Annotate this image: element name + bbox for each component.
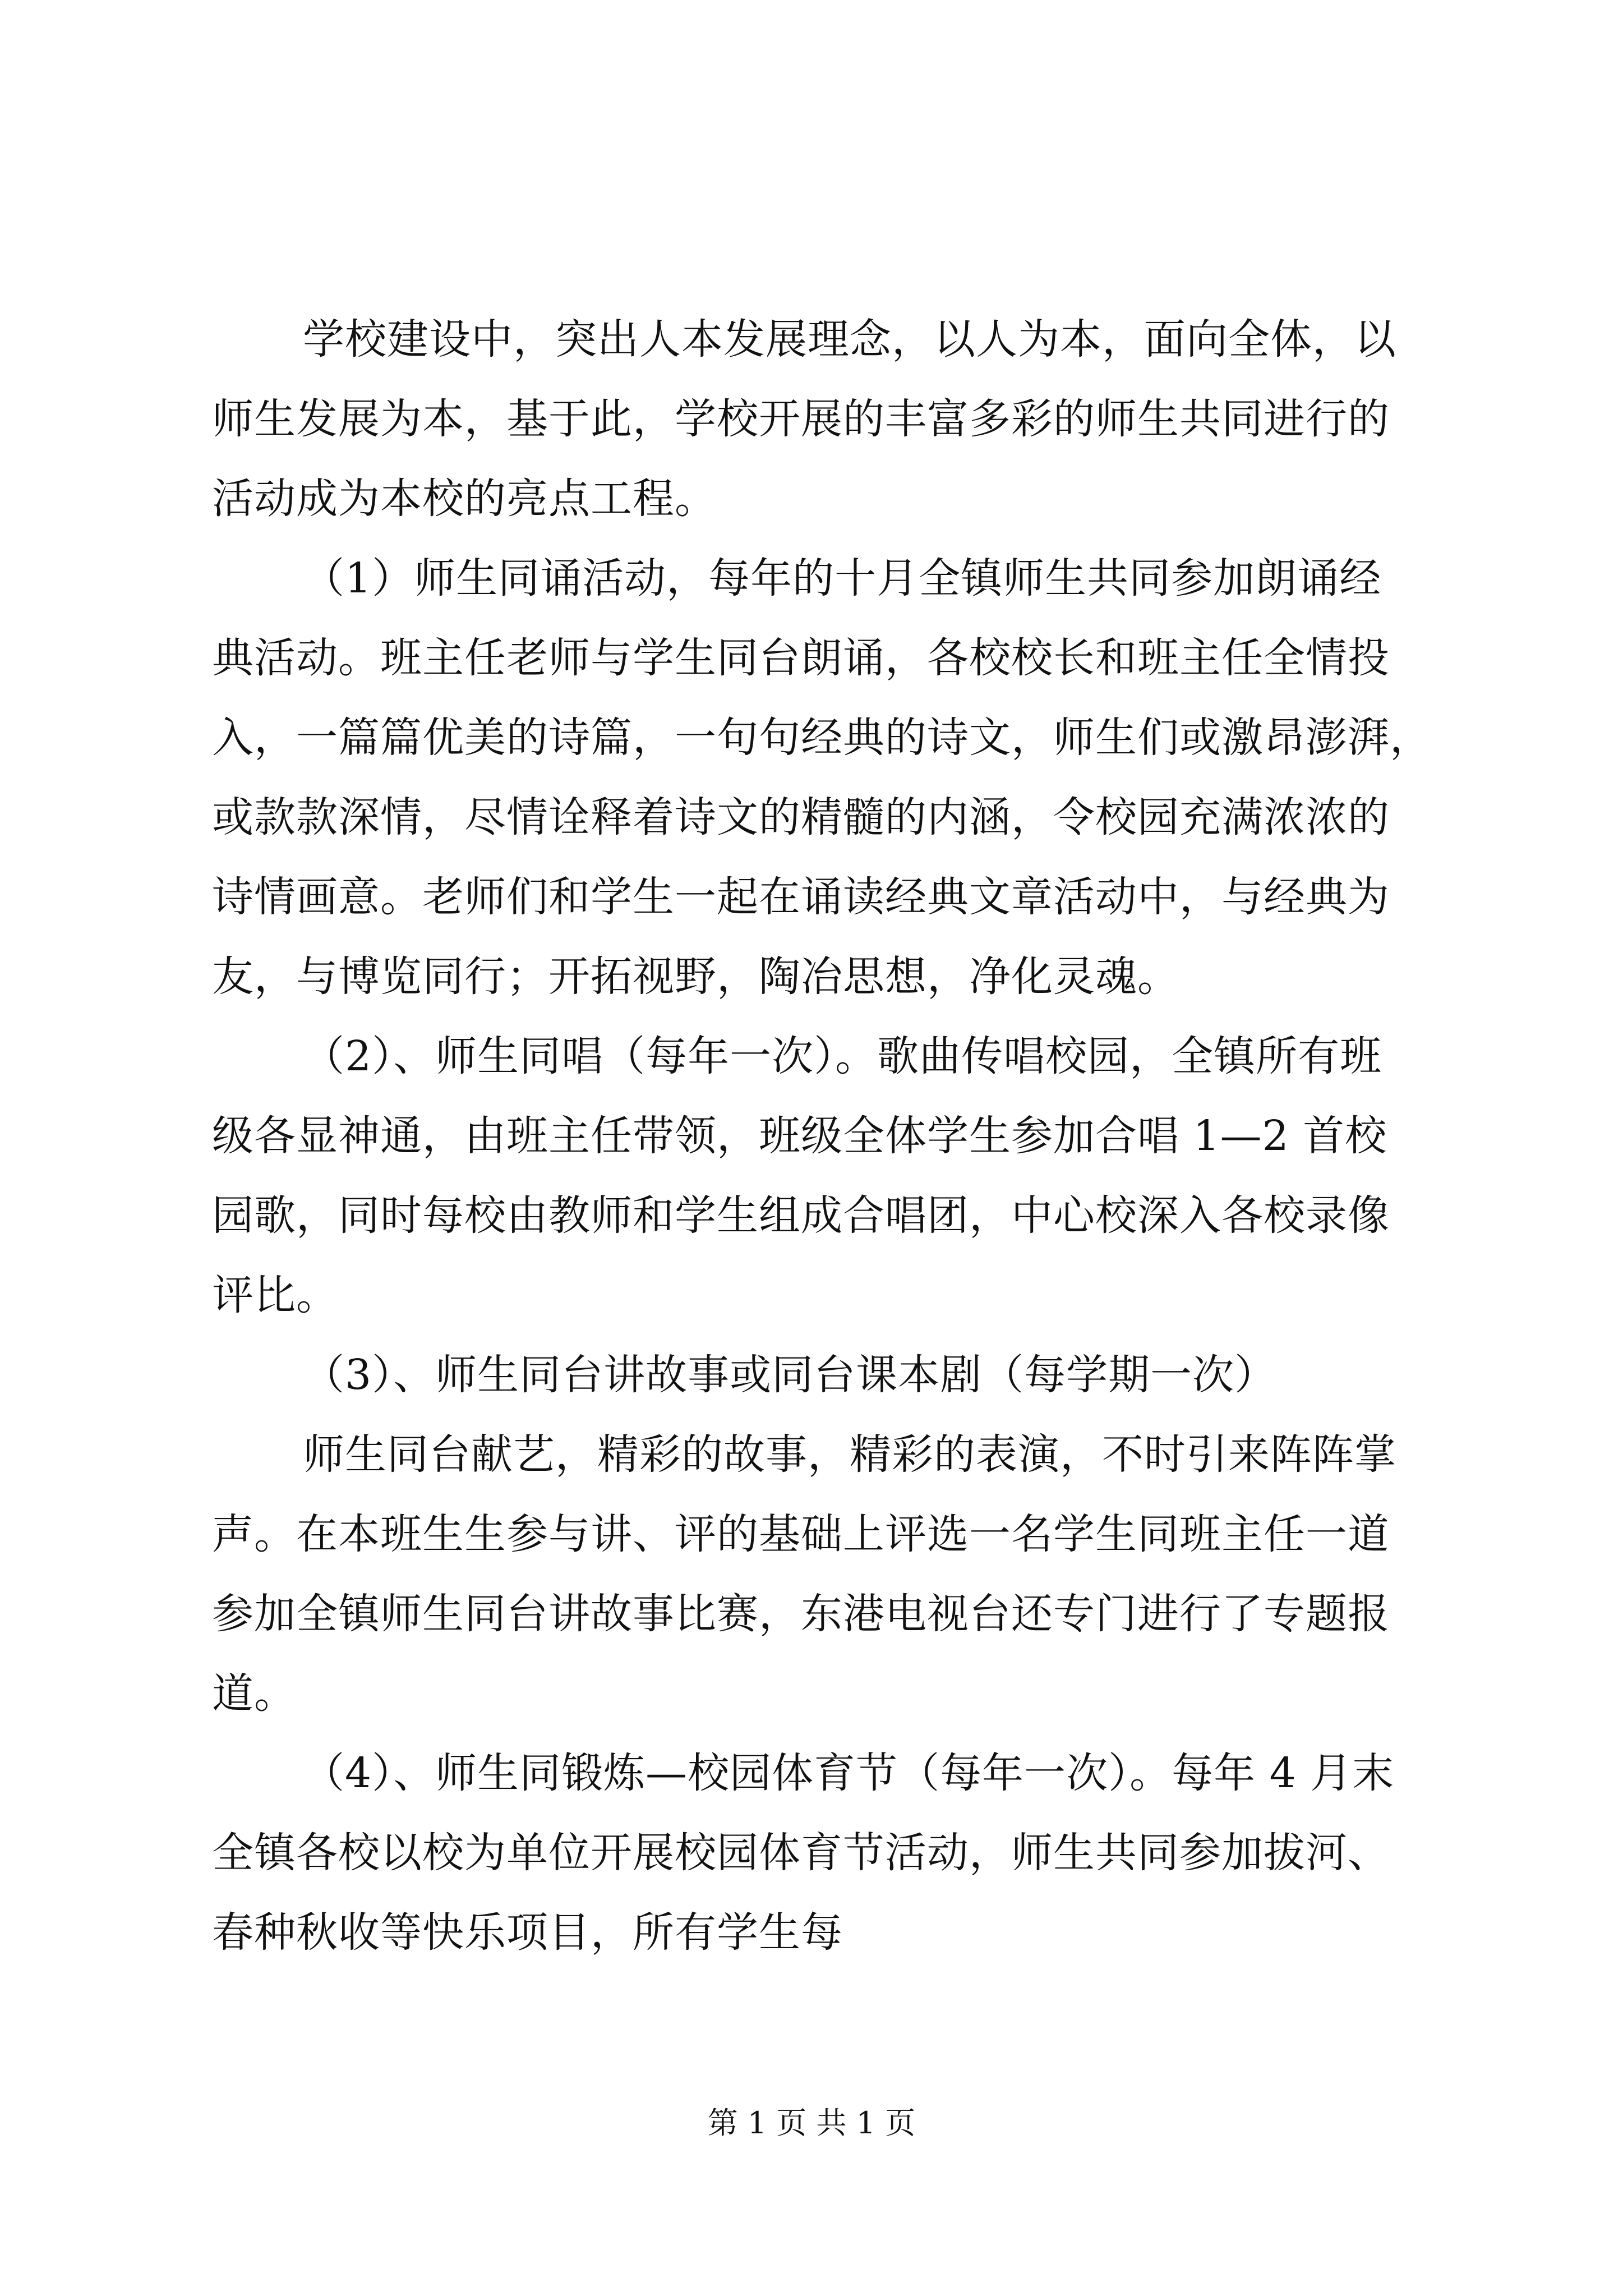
- paragraph-6-line-1: （4）、师生同锻炼—校园体育节（每年一次）。每年 4 月末: [303, 1749, 1395, 1797]
- paragraph-3-line-2: 级各显神通，由班主任带领，班级全体学生参加合唱 1—2 首校: [212, 1112, 1387, 1160]
- paragraph-5-line-2: 声。在本班生生参与讲、评的基础上评选一名学生同班主任一道: [212, 1510, 1390, 1558]
- paragraph-1-line-1: 学校建设中，突出人本发展理念，以人为本，面向全体，以: [303, 315, 1396, 364]
- paragraph-2-line-4: 或款款深情，尽情诠释着诗文的精髓的内涵，令校园充满浓浓的: [212, 793, 1390, 841]
- paragraph-2-line-3: 入，一篇篇优美的诗篇，一句句经典的诗文，师生们或激昂澎湃，: [212, 714, 1432, 762]
- paragraph-1-line-2: 师生发展为本，基于此，学校开展的丰富多彩的师生共同进行的: [212, 395, 1390, 443]
- paragraph-5-line-1: 师生同台献艺，精彩的故事，精彩的表演，不时引来阵阵掌: [303, 1430, 1396, 1479]
- paragraph-5-line-3: 参加全镇师生同台讲故事比赛，东港电视台还专门进行了专题报: [212, 1590, 1390, 1638]
- paragraph-3-line-3: 园歌，同时每校由教师和学生组成合唱团，中心校深入各校录像: [212, 1191, 1390, 1240]
- paragraph-4-heading: （3）、师生同台讲故事或同台课本剧（每学期一次）: [303, 1351, 1277, 1399]
- paragraph-3-line-4: 评比。: [212, 1271, 338, 1319]
- paragraph-2-line-6: 友，与博览同行；开拓视野，陶冶思想，净化灵魂。: [212, 953, 1179, 1001]
- paragraph-2-line-5: 诗情画意。老师们和学生一起在诵读经典文章活动中，与经典为: [212, 873, 1390, 921]
- paragraph-3-line-1: （2）、师生同唱（每年一次）。歌曲传唱校园，全镇所有班: [303, 1032, 1382, 1080]
- paragraph-2-line-2: 典活动。班主任老师与学生同台朗诵，各校校长和班主任全情投: [212, 634, 1390, 682]
- paragraph-6-line-2: 全镇各校以校为单位开展校园体育节活动，师生共同参加拔河、: [212, 1829, 1390, 1877]
- page-number-footer: 第 1 页 共 1 页: [707, 2105, 916, 2141]
- paragraph-2-line-1: （1）师生同诵活动，每年的十月全镇师生共同参加朗诵经: [303, 554, 1382, 602]
- paragraph-1-line-3: 活动成为本校的亮点工程。: [212, 475, 717, 523]
- paragraph-5-line-4: 道。: [212, 1669, 296, 1718]
- paragraph-6-line-3: 春种秋收等快乐项目，所有学生每: [212, 1908, 843, 1957]
